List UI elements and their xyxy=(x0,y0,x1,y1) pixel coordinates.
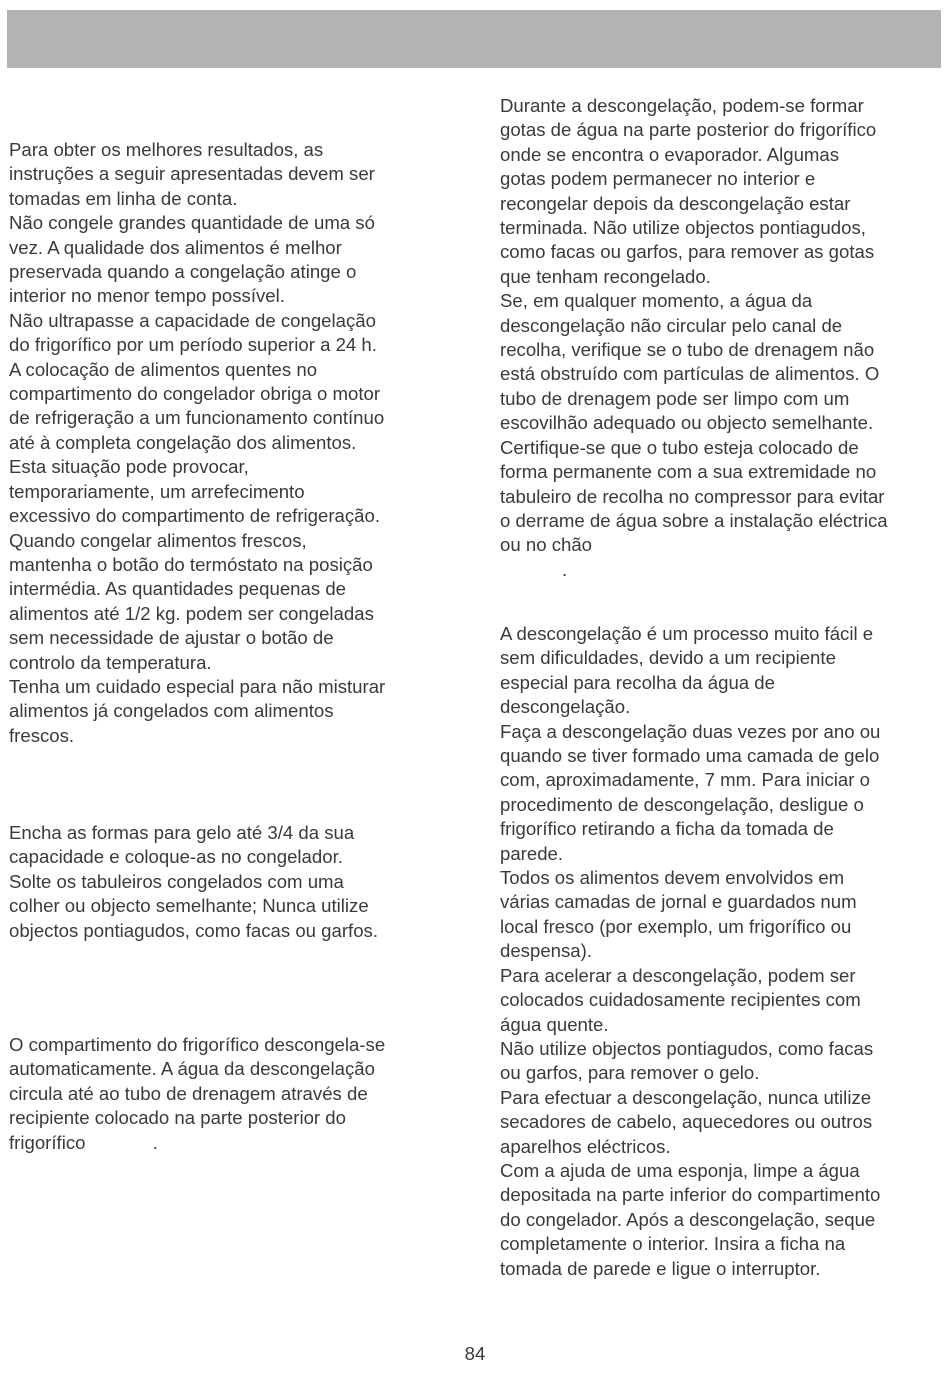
text-line: de refrigeração a um funcionamento contínuo xyxy=(9,407,385,429)
text-line: A descongelação é um processo muito fácil e xyxy=(500,623,874,644)
text-line: Não ultrapasse a capacidade de congelação xyxy=(9,309,376,331)
text-line: procedimento de descongelação, desligue o xyxy=(500,793,864,815)
page-number: 84 xyxy=(464,1343,486,1364)
text-line: Encha as formas para gelo até 3/4 da sua xyxy=(9,822,355,843)
text-line: compartimento do congelador obriga o motor xyxy=(9,383,381,405)
text-line: quando se tiver formado uma camada de gelo xyxy=(500,745,880,767)
text-line: Com a ajuda de uma esponja, limpe a água xyxy=(500,1159,860,1181)
text-line: Para efectuar a descongelação, nunca utilize xyxy=(500,1086,872,1108)
text-line: Todos os alimentos devem envolvidos em xyxy=(500,867,845,889)
text-line: o derrame de água sobre a instalação eléctrica xyxy=(500,509,888,531)
text-line: automaticamente. A água da descongelação xyxy=(9,1058,375,1080)
right-block-freezer-defrost xyxy=(500,622,940,1281)
text-line: Esta situação pode provocar, xyxy=(9,456,249,478)
header-bar xyxy=(7,10,941,68)
text-line: despensa). xyxy=(500,940,592,962)
text-line: várias camadas de jornal e guardados num xyxy=(500,891,857,913)
text-line: como facas ou garfos, para remover as gotas xyxy=(500,241,875,263)
text-line: tomada de parede e ligue o interruptor. xyxy=(500,1257,821,1279)
text-line: escovilhão adequado ou objecto semelhante. xyxy=(500,412,874,434)
text-line: recongelar depois da descongelação estar xyxy=(500,192,851,214)
text-line: interior no menor tempo possível. xyxy=(9,285,285,307)
text-line: com, aproximadamente, 7 mm. Para iniciar o xyxy=(500,769,870,791)
text-line: capacidade e coloque-as no congelador. xyxy=(9,846,343,868)
text-line: Certifique-se que o tubo esteja colocado de xyxy=(500,436,859,458)
text-line: do congelador. Após a descongelação, seque xyxy=(500,1208,876,1230)
text-line: . xyxy=(500,558,568,580)
left-block-fridge-defrost xyxy=(9,1033,449,1155)
text-line: descongelação não circular pelo canal de xyxy=(500,314,843,336)
text-line: está obstruído com partículas de alimentos. O xyxy=(500,363,880,385)
text-line: Para acelerar a descongelação, podem ser xyxy=(500,964,856,986)
text-line: Se, em qualquer momento, a água da xyxy=(500,290,813,312)
text-line: água quente. xyxy=(500,1013,609,1035)
text-line: completamente o interior. Insira a ficha na xyxy=(500,1233,846,1255)
text-line: objectos pontiagudos, como facas ou garfos. xyxy=(9,919,379,941)
text-line: preservada quando a congelação atinge o xyxy=(9,261,357,283)
text-line: secadores de cabelo, aquecedores ou outros xyxy=(500,1111,873,1133)
text-line: aparelhos eléctricos. xyxy=(500,1135,671,1157)
text-line: sem necessidade de ajustar o botão de xyxy=(9,627,334,649)
text-line: Não congele grandes quantidade de uma só xyxy=(9,212,375,234)
text-line: especial para recolha da água de xyxy=(500,671,775,693)
left-block-ice-cubes xyxy=(9,821,449,943)
text-line: vez. A qualidade dos alimentos é melhor xyxy=(9,236,342,258)
text-line: tubo de drenagem pode ser limpo com um xyxy=(500,387,850,409)
text-line: Tenha um cuidado especial para não misturar xyxy=(9,675,386,697)
text-line: depositada na parte inferior do compartimento xyxy=(500,1184,881,1206)
text-line: forma permanente com a sua extremidade no xyxy=(500,461,877,483)
left-block-freezing-tips xyxy=(9,138,449,748)
text-line: parede. xyxy=(500,842,564,864)
text-line: frigorífico retirando a ficha da tomada de xyxy=(500,818,834,840)
text-line: mantenha o botão do termóstato na posição xyxy=(9,553,373,575)
text-line: gotas podem permanecer no interior e xyxy=(500,168,816,190)
text-line: sem dificuldades, devido a um recipiente xyxy=(500,647,836,669)
text-line: Solte os tabuleiros congelados com uma xyxy=(9,870,344,892)
text-line: circula até ao tubo de drenagem através de xyxy=(9,1082,368,1104)
text-line: onde se encontra o evaporador. Algumas xyxy=(500,143,840,165)
text-line: instruções a seguir apresentadas devem ser xyxy=(9,163,375,185)
text-line: excessivo do compartimento de refrigeração. xyxy=(9,505,381,527)
text-line: alimentos já congelados com alimentos xyxy=(9,700,334,722)
text-line: colocados cuidadosamente recipientes com xyxy=(500,989,861,1011)
text-line: frescos. xyxy=(9,724,75,746)
text-line: local fresco (por exemplo, um frigorífico ou xyxy=(500,915,852,937)
text-line: ou garfos, para remover o gelo. xyxy=(500,1062,760,1084)
text-line: temporariamente, um arrefecimento xyxy=(9,480,305,502)
text-line: até à completa congelação dos alimentos. xyxy=(9,431,357,453)
text-line: do frigorífico por um período superior a 24 h. xyxy=(9,334,377,356)
text-line: Não utilize objectos pontiagudos, como facas xyxy=(500,1037,874,1059)
text-line: gotas de água na parte posterior do frigorífico xyxy=(500,119,877,141)
right-block-defrost-water xyxy=(500,94,940,582)
text-line: Para obter os melhores resultados, as xyxy=(9,139,324,160)
text-line: Faça a descongelação duas vezes por ano ou xyxy=(500,720,881,742)
text-line: O compartimento do frigorífico descongela-se xyxy=(9,1034,386,1055)
text-line: A colocação de alimentos quentes no xyxy=(9,358,318,380)
text-line: terminada. Não utilize objectos pontiagudos, xyxy=(500,217,866,239)
text-line: colher ou objecto semelhante; Nunca utilize xyxy=(9,895,369,917)
text-line: Quando congelar alimentos frescos, xyxy=(9,529,307,551)
text-line: descongelação. xyxy=(500,696,631,718)
text-line: tomadas em linha de conta. xyxy=(9,187,238,209)
text-line: alimentos até 1/2 kg. podem ser congeladas xyxy=(9,602,374,624)
text-line: ou no chão xyxy=(500,534,593,556)
text-line: controlo da temperatura. xyxy=(9,651,212,673)
text-line: intermédia. As quantidades pequenas de xyxy=(9,578,347,600)
text-line: tabuleiro de recolha no compressor para evitar xyxy=(500,485,885,507)
text-line: que tenham recongelado. xyxy=(500,265,711,287)
text-line: Durante a descongelação, podem-se formar xyxy=(500,95,864,116)
text-line: recipiente colocado na parte posterior do xyxy=(9,1107,346,1129)
text-line: frigorífico . xyxy=(9,1131,158,1153)
text-line: recolha, verifique se o tubo de drenagem não xyxy=(500,339,875,361)
